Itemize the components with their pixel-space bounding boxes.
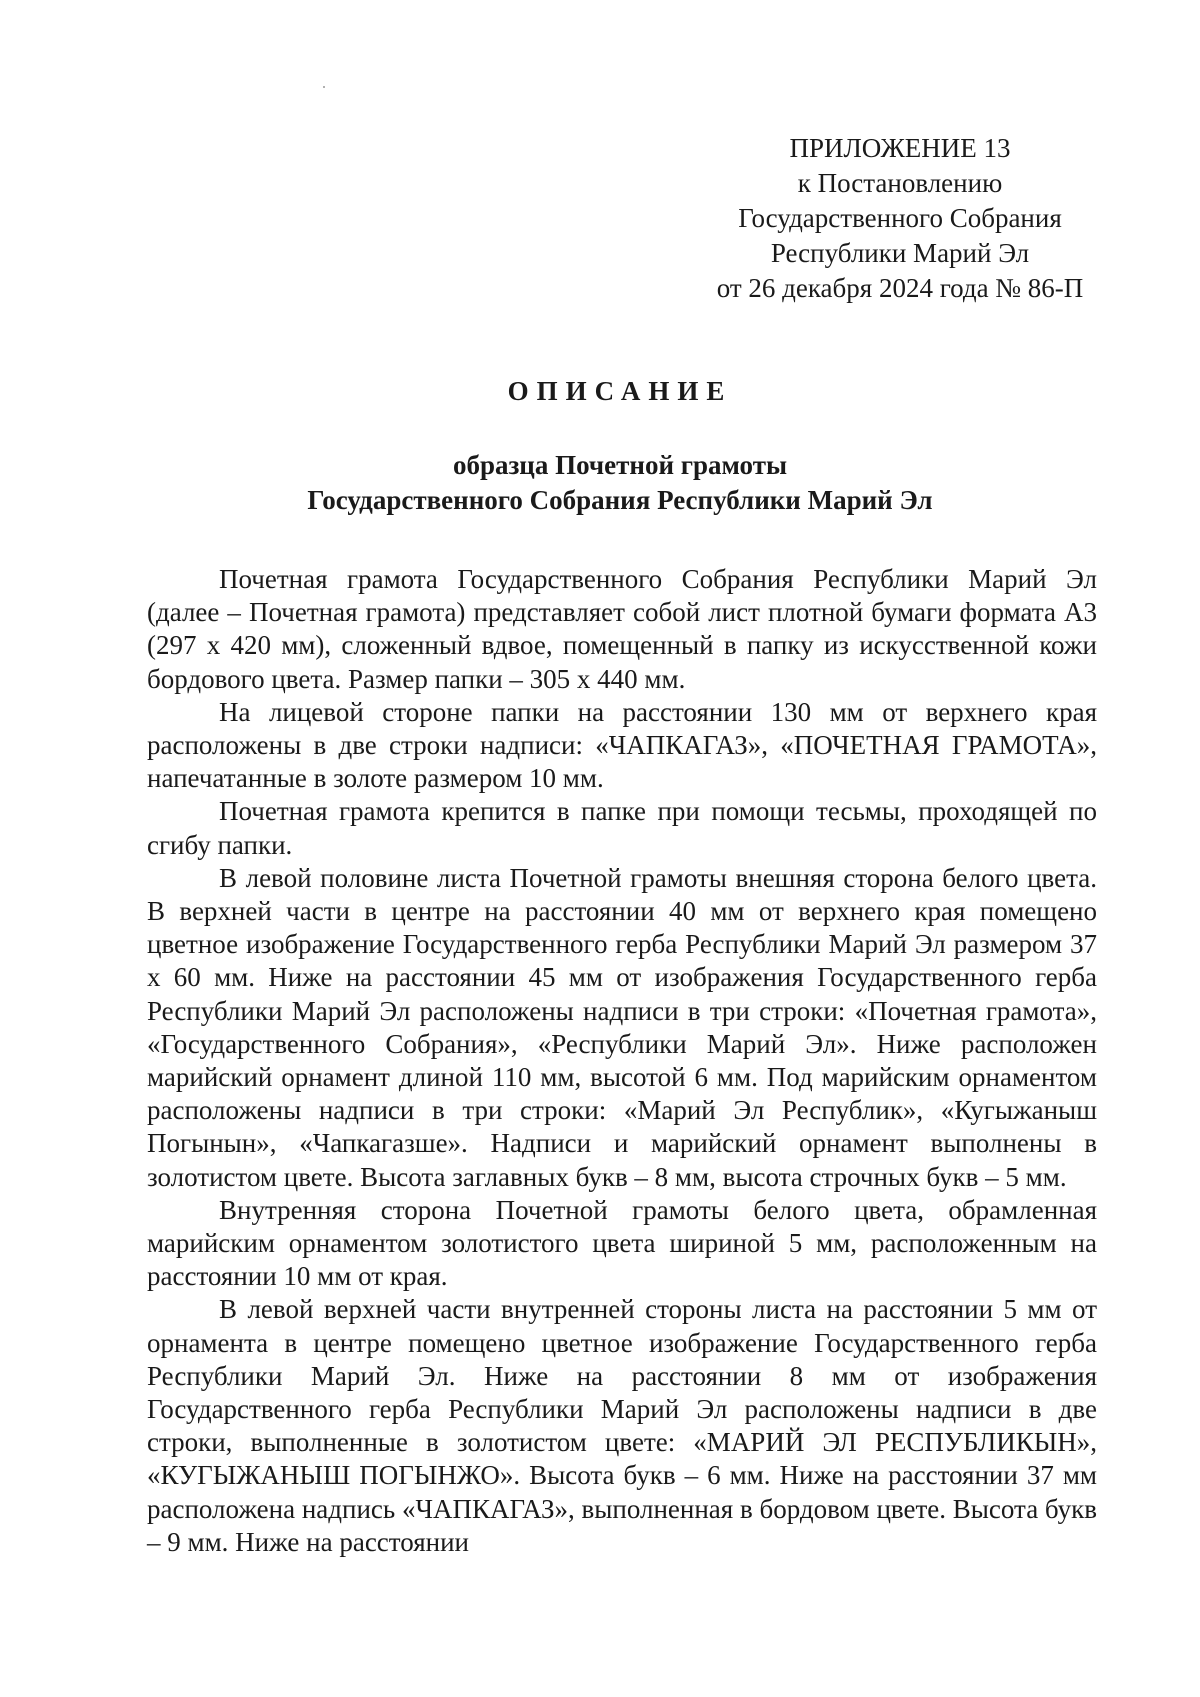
subtitle-line-2: Государственного Собрания Республики Марий Эл	[307, 485, 933, 515]
subtitle-line-1: образца Почетной грамоты	[452, 450, 788, 480]
document-title: ОПИСАНИЕ	[507, 376, 733, 406]
paragraph: В левой верхней части внутренней стороны листа на расстоянии 5 мм от орнамента в центре помещено цветное изображение Государственного герба Республики Марий Эл. Ниже на расстоянии 8 мм от изображения Государственного герба Республики Марий Эл расположены надписи в две строки, выполненные в золотистом цвете: «МАРИЙ ЭЛ РЕСПУБЛИКЫН», «КУГЫЖАНЫШ ПОГЫНЖО». Высота букв – 6 мм. Ниже на расстоянии 37 мм расположена надпись «ЧАПКАГАЗ», выполненная в бордовом цвете. Высота букв – 9 мм. Ниже на расстоянии	[147, 1294, 1097, 1557]
document-subtitle	[0, 448, 1200, 518]
appendix-header	[690, 131, 1110, 306]
appendix-issuer: Государственного Собрания	[738, 203, 1062, 233]
appendix-resolution-ref: к Постановлению	[797, 168, 1003, 198]
paragraph: В левой половине листа Почетной грамоты внешняя сторона белого цвета. В верхней части в центре на расстоянии 40 мм от верхнего края помещено цветное изображение Государственного герба Республики Марий Эл размером 37 x 60 мм. Ниже на расстоянии 45 мм от изображения Государственного герба Республики Марий Эл расположены надписи в три строки: «Почетная грамота», «Государственного Собрания», «Республики Марий Эл». Ниже расположен марийский орнамент длиной 110 мм, высотой 6 мм. Под марийским орнаментом расположены надписи в три строки: «Марий Эл Республик», «Кугыжаныш Погынын», «Чапкагазше». Надписи и марийский орнамент выполнены в золотистом цвете. Высота заглавных букв – 8 мм, высота строчных букв – 5 мм.	[147, 862, 1097, 1192]
scan-speck	[323, 86, 325, 88]
paragraph: Внутренняя сторона Почетной грамоты белого цвета, обрамленная марийским орнаментом золотистого цвета шириной 5 мм, расположенным на расстоянии 10 мм от края.	[147, 1194, 1097, 1292]
paragraph: Почетная грамота Государственного Собрания Республики Марий Эл (далее – Почетная грамота) представляет собой лист плотной бумаги формата А3 (297 x 420 мм), сложенный вдвое, помещенный в папку из искусственной кожи бордового цвета. Размер папки – 305 x 440 мм.	[147, 564, 1097, 694]
document-body	[147, 563, 1097, 1559]
paragraph: Почетная грамота крепится в папке при помощи тесьмы, проходящей по сгибу папки.	[147, 796, 1097, 860]
appendix-date: от 26 декабря 2024 года № 86-П	[716, 273, 1084, 303]
paragraph: На лицевой стороне папки на расстоянии 130 мм от верхнего края расположены в две строки надписи: «ЧАПКАГАЗ», «ПОЧЕТНАЯ ГРАМОТА», напечатанные в золоте размером 10 мм.	[147, 696, 1097, 794]
appendix-number: ПРИЛОЖЕНИЕ 13	[789, 133, 1011, 163]
appendix-republic: Республики Марий Эл	[770, 238, 1030, 268]
